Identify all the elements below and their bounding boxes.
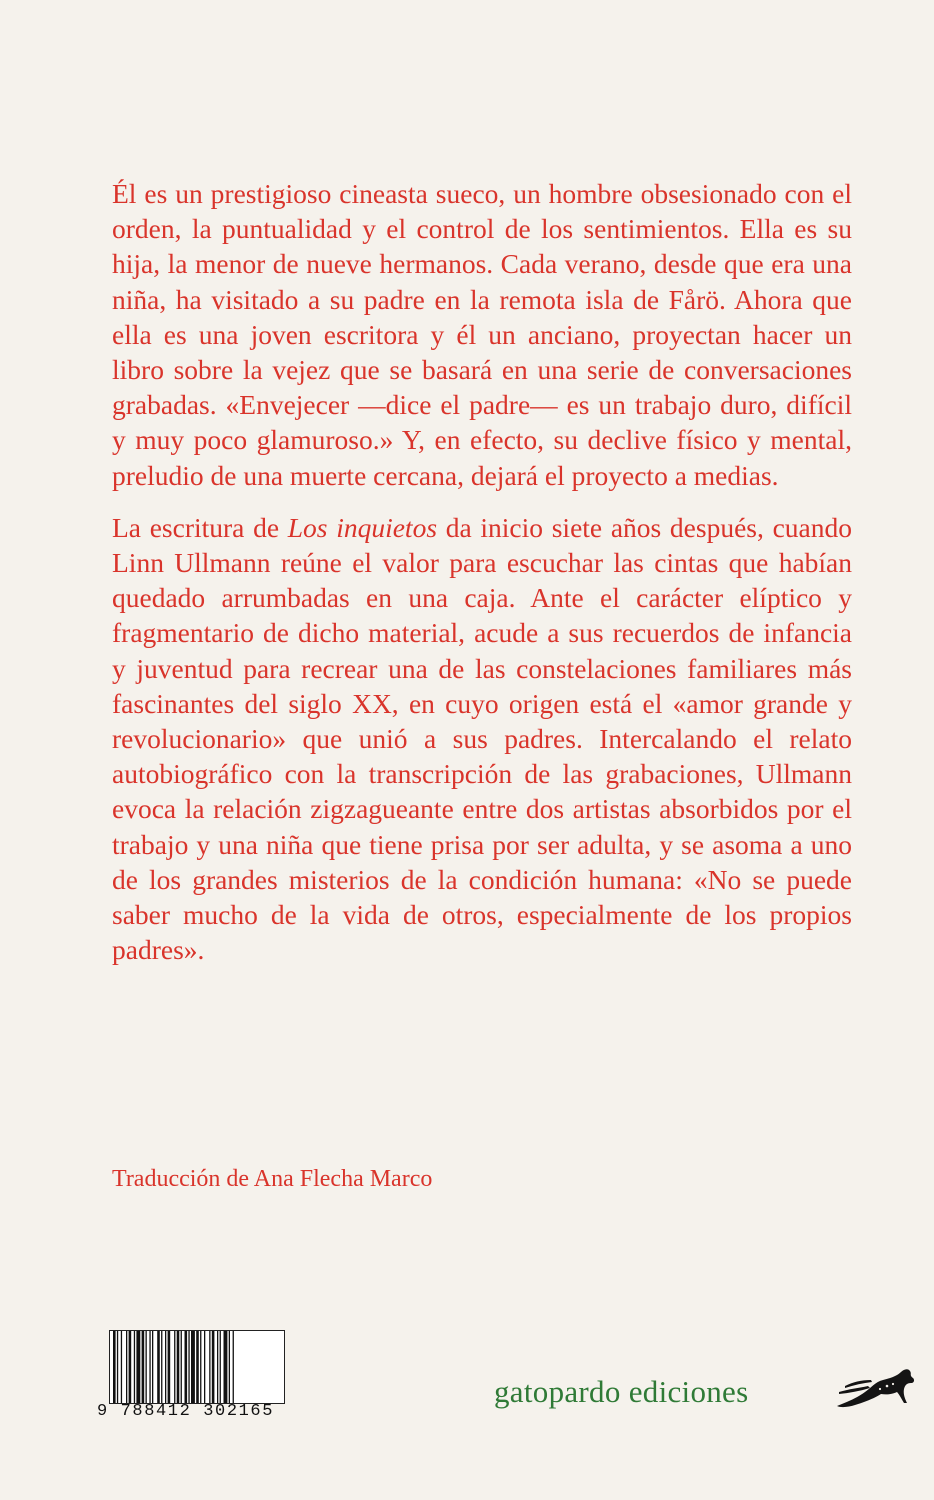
barcode-bar: [134, 1331, 135, 1403]
barcode-bar: [113, 1331, 116, 1403]
barcode-bar: [168, 1331, 171, 1403]
leopard-silhouette-icon: [835, 1362, 917, 1410]
barcode-bar: [136, 1331, 140, 1403]
blurb-paragraph-2: [112, 510, 852, 968]
translator-credit: Traducción de Ana Flecha Marco: [112, 1166, 433, 1192]
barcode-bar: [157, 1331, 160, 1403]
barcode-bar: [220, 1331, 221, 1403]
barcode-bar: [165, 1331, 166, 1403]
barcode-bar: [200, 1331, 201, 1403]
barcode-bars: [109, 1330, 285, 1404]
blurb-paragraph-1: Él es un prestigioso cineasta sueco, un hombre obsesionado con el orden, la puntualidad y el control de los sentimientos. Ella es su hija, la menor de nueve hermanos. Cada verano, desde que era una niña, ha visitado a su padre en la remota isla de Fårö. Ahora que ella es una joven escritora y él un anciano, proyectan hacer un libro sobre la vejez que se basará en una serie de conversaciones grabadas. «Envejecer —dice el padre— es un trabajo duro, difícil y muy poco glamuroso.» Y, en efecto, su declive físico y mental, preludio de una muerte cercana, dejará el proyecto a medias.: [112, 178, 852, 491]
barcode-bar: [121, 1331, 122, 1403]
barcode-bar: [149, 1331, 150, 1403]
barcode-bar: [229, 1331, 230, 1403]
isbn-number: 9 788412 302165: [97, 1402, 275, 1421]
barcode-bar: [204, 1331, 205, 1403]
barcode-bar: [146, 1331, 147, 1403]
barcode-bar: [188, 1331, 189, 1403]
publisher-name: gatopardo ediciones: [494, 1374, 749, 1409]
blurb: [112, 176, 852, 967]
barcode-bar: [129, 1331, 132, 1403]
barcode-bar: [117, 1331, 118, 1403]
barcode-bar: [224, 1331, 228, 1403]
isbn-barcode: [97, 1330, 293, 1422]
blurb-paragraph-2-body: da inicio siete años después, cuando Linn Ullmann reúne el valor para escuchar las cintas que habían quedado arrumbadas en una caja. Ante el carácter elíptico y fragmentario de dicho material, acude a sus recuerdos de infancia y juventud para recrear una de las constelaciones familiares más fascinantes del siglo XX, en cuyo origen está el «amor grande y revolucionario» que unió a sus padres. Intercalando el relato autobiográfico con la transcripción de las grabaciones, Ullmann evoca la relación zigzagueante entre dos artistas absorbidos por el trabajo y una niña que tiene prisa por ser adulta, y se asoma a uno de los grandes misterios de la condición humana: «No se puede saber mucho de la vida de otros, especialmente de los propios padres».: [112, 511, 852, 966]
barcode-bar: [185, 1331, 188, 1403]
barcode-bar: [177, 1331, 180, 1403]
barcode-bar: [233, 1331, 234, 1403]
barcode-bar: [212, 1331, 215, 1403]
barcode-bar: [174, 1331, 175, 1403]
barcode-bar: [209, 1331, 210, 1403]
barcode-bar: [152, 1331, 153, 1403]
barcode-bar: [142, 1331, 145, 1403]
book-title: Los inquietos: [287, 511, 438, 543]
barcode-bar: [191, 1331, 195, 1403]
barcode-graphic: [110, 1331, 284, 1403]
barcode-bar: [181, 1331, 182, 1403]
barcode-bar: [161, 1331, 162, 1403]
blurb-paragraph-2-intro: La escritura de: [112, 511, 288, 543]
barcode-bar: [196, 1331, 199, 1403]
barcode-bar: [217, 1331, 218, 1403]
barcode-bar: [126, 1331, 127, 1403]
